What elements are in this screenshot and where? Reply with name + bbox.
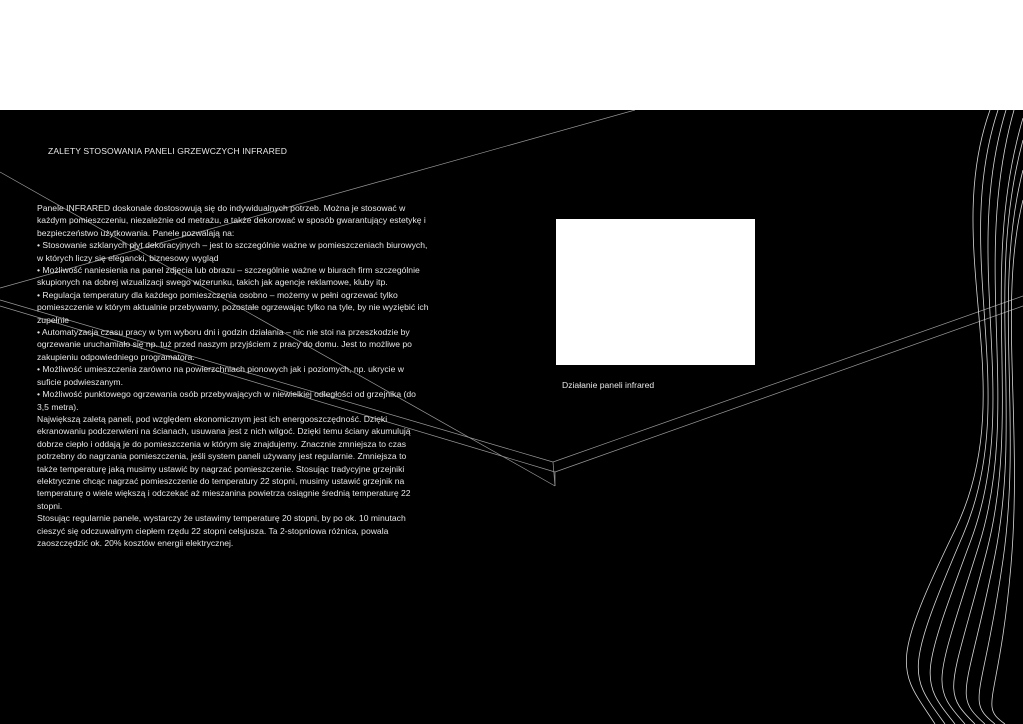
image-caption: Działanie paneli infrared (562, 380, 655, 390)
slide-panel (0, 110, 1023, 724)
bullet-item: • Automatyzacja czasu pracy w tym wyboru dni i godzin działania – nic nie stoi na przeszkodzie by ogrzewanie uruchamiało się np. tuż przed naszym przyjściem z pracy do domu. Jest to możliwe po zakupieniu odpowiedniego programatora. (37, 327, 412, 362)
image-placeholder (556, 219, 755, 365)
top-margin (0, 0, 1023, 110)
page-heading: ZALETY STOSOWANIA PANELI GRZEWCZYCH INFRARED (48, 146, 288, 156)
bullet-item: • Możliwość punktowego ogrzewania osób przebywających w niewielkiej odległości od grzejnika (do 3,5 metra). (37, 389, 416, 412)
intro-paragraph: Panele INFRARED doskonale dostosowują się do indywidualnych potrzeb. Można je stosować w każdym pomieszczeniu, niezależnie od metrażu, a także dekorować w sposób gwarantujący estetykę i bezpieczeństwo użytkowania. Panele pozwalają na: (37, 203, 426, 238)
bullet-item: • Regulacja temperatury dla każdego pomieszczenia osobno – możemy w pełni ogrzewać tylko pomieszczenie w którym aktualnie przebywamy, pozostałe ogrzewając tylko na tyle, by nie wyziębić ich zupełnie (37, 289, 429, 325)
summary-paragraph-continued: Stosując regularnie panele, wystarczy że ustawimy temperaturę 20 stopni, by po ok. 10 minutach cieszyć się odczuwalnym ciepłem rzędu 22 stopni celsjusza. Ta 2-stopniowa różnica, powala zaoszczędzić ok. 20% kosztów energii elektrycznej. (37, 513, 406, 548)
bullet-item: • Możliwość naniesienia na panel zdjęcia lub obrazu – szczególnie ważne w biurach firm szczególnie skupionych na dobrej wizualizacji swego wizerunku, takich jak agencje reklamowe, kluby itp. (37, 265, 420, 288)
main-text (37, 202, 429, 549)
bullet-item: • Stosowanie szklanych płyt dekoracyjnych – jest to szczególnie ważne w pomieszczeniach biurowych, w których liczy się elegancki, biznesowy wygląd (37, 240, 428, 263)
summary-paragraph: Największą zaletą paneli, pod względem ekonomicznym jest ich energooszczędność. Dzięki ekranowaniu podczerwieni na ścianach, usuwana jest z nich wilgoć. Dzięki temu ściany akumulują dobrze ciepło i oddają je do pomieszczenia w którym się znajdujemy. Znacznie zmniejsza to czas potrzebny do nagrzania pomieszczenia, jeśli system paneli używany jest regularnie. Zmniejsza to także temperaturę jaką musimy ustawić by nagrzać pomieszczenie. Stosując tradycyjne grzejniki elektryczne chcąc nagrzać pomieszczenie do temperatury 22 stopni, musimy ustawić grzejnik na temperaturę o wiele większą i odczekać aż mieszanina powietrza osiągnie średnią temperaturę 22 stopni. (37, 413, 411, 511)
bullet-item: • Możliwość umieszczenia zarówno na powierzchniach pionowych jak i poziomych, np. ukrycie w suficie podwieszanym. (37, 364, 404, 387)
